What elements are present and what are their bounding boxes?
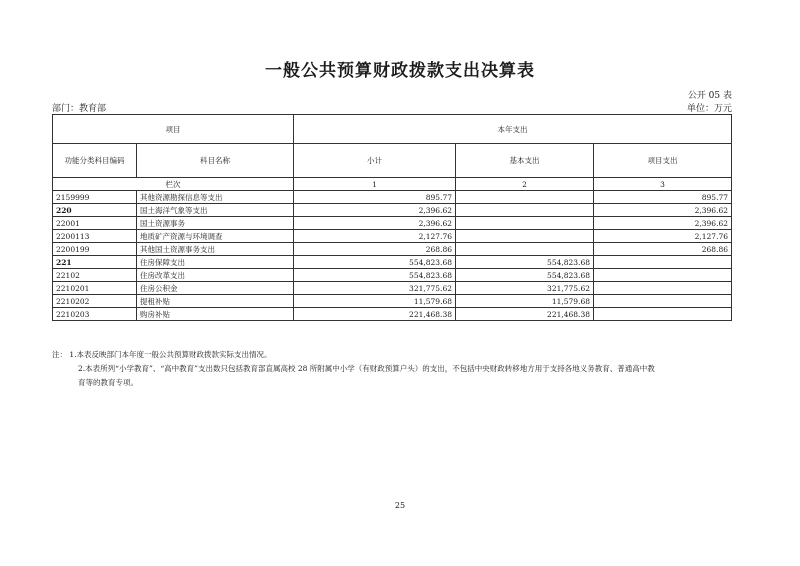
table-row bbox=[53, 269, 732, 282]
row-code: 220 bbox=[53, 204, 137, 217]
row-name: 国土海洋气象等支出 bbox=[137, 204, 294, 217]
table-row bbox=[53, 282, 732, 295]
note-2: 2.本表所列“小学教育”、“高中教育”支出数只包括教育部直属高校 28 所附属中小学（有财政预算户头）的支出，不包括中央财政转移地方用于支持各地义务教育、普通高中教 bbox=[78, 364, 655, 373]
row-project bbox=[594, 256, 732, 269]
row-subtotal: 321,775.62 bbox=[294, 282, 456, 295]
form-code: 公开 05 表 bbox=[687, 91, 732, 101]
row-code: 2210203 bbox=[53, 308, 137, 321]
table-row bbox=[53, 204, 732, 217]
row-basic: 554,823.68 bbox=[456, 256, 594, 269]
header-item: 项目 bbox=[53, 115, 294, 144]
row-basic bbox=[456, 243, 594, 256]
row-code: 2159999 bbox=[53, 191, 137, 204]
row-name: 提租补贴 bbox=[137, 295, 294, 308]
row-basic bbox=[456, 217, 594, 230]
row-project: 268.86 bbox=[594, 243, 732, 256]
header-col3: 3 bbox=[594, 178, 732, 191]
note-1: 注： 1.本表反映部门本年度一般公共预算财政拨款实际支出情况。 bbox=[52, 350, 272, 359]
page-title: 一般公共预算财政拨款支出决算表 bbox=[265, 61, 535, 81]
row-code: 221 bbox=[53, 256, 137, 269]
header-subtotal: 小计 bbox=[294, 144, 456, 178]
row-basic: 221,468.38 bbox=[456, 308, 594, 321]
row-name: 住房公积金 bbox=[137, 282, 294, 295]
row-subtotal: 2,396.62 bbox=[294, 217, 456, 230]
row-name: 购房补贴 bbox=[137, 308, 294, 321]
row-subtotal: 221,468.38 bbox=[294, 308, 456, 321]
row-basic: 11,579.68 bbox=[456, 295, 594, 308]
expenditure-table bbox=[52, 114, 732, 321]
row-subtotal: 2,127.76 bbox=[294, 230, 456, 243]
row-basic bbox=[456, 204, 594, 217]
department-label: 部门：教育部 bbox=[52, 104, 107, 114]
row-project: 2,396.62 bbox=[594, 217, 732, 230]
footnotes bbox=[52, 348, 742, 390]
row-subtotal: 268.86 bbox=[294, 243, 456, 256]
header-col-label: 栏次 bbox=[53, 178, 294, 191]
row-name: 国土资源事务 bbox=[137, 217, 294, 230]
row-project bbox=[594, 269, 732, 282]
page-number: 25 bbox=[394, 501, 406, 510]
row-subtotal: 11,579.68 bbox=[294, 295, 456, 308]
row-code: 2210202 bbox=[53, 295, 137, 308]
row-project bbox=[594, 295, 732, 308]
row-subtotal: 554,823.68 bbox=[294, 256, 456, 269]
row-name: 地质矿产资源与环境调查 bbox=[137, 230, 294, 243]
header-col2: 2 bbox=[456, 178, 594, 191]
row-project: 2,127.76 bbox=[594, 230, 732, 243]
row-code: 22001 bbox=[53, 217, 137, 230]
row-basic: 554,823.68 bbox=[456, 269, 594, 282]
row-code: 22102 bbox=[53, 269, 137, 282]
unit-label: 单位：万元 bbox=[686, 104, 732, 114]
table-row bbox=[53, 191, 732, 204]
table-row bbox=[53, 217, 732, 230]
row-project bbox=[594, 308, 732, 321]
row-project: 895.77 bbox=[594, 191, 732, 204]
row-name: 住房改革支出 bbox=[137, 269, 294, 282]
table-header-row-3 bbox=[53, 178, 732, 191]
row-basic bbox=[456, 230, 594, 243]
note-2-continued: 育等的教育专项。 bbox=[78, 378, 138, 387]
row-basic: 321,775.62 bbox=[456, 282, 594, 295]
header-col1: 1 bbox=[294, 178, 456, 191]
table-row bbox=[53, 256, 732, 269]
header-func-code: 功能分类科目编码 bbox=[53, 144, 137, 178]
row-basic bbox=[456, 191, 594, 204]
table-row bbox=[53, 295, 732, 308]
row-subtotal: 895.77 bbox=[294, 191, 456, 204]
row-name: 其他国土资源事务支出 bbox=[137, 243, 294, 256]
row-project bbox=[594, 282, 732, 295]
header-basic: 基本支出 bbox=[456, 144, 594, 178]
header-project: 项目支出 bbox=[594, 144, 732, 178]
header-current-year: 本年支出 bbox=[294, 115, 732, 144]
header-subject-name: 科目名称 bbox=[137, 144, 294, 178]
row-code: 2200199 bbox=[53, 243, 137, 256]
row-code: 2210201 bbox=[53, 282, 137, 295]
table-header-row-1 bbox=[53, 115, 732, 144]
row-project: 2,396.62 bbox=[594, 204, 732, 217]
table-row bbox=[53, 230, 732, 243]
table-row bbox=[53, 243, 732, 256]
table-row bbox=[53, 308, 732, 321]
row-name: 住房保障支出 bbox=[137, 256, 294, 269]
row-subtotal: 554,823.68 bbox=[294, 269, 456, 282]
table-header-row-2 bbox=[53, 144, 732, 178]
row-code: 2200113 bbox=[53, 230, 137, 243]
row-subtotal: 2,396.62 bbox=[294, 204, 456, 217]
row-name: 其他资源勘探信息等支出 bbox=[137, 191, 294, 204]
